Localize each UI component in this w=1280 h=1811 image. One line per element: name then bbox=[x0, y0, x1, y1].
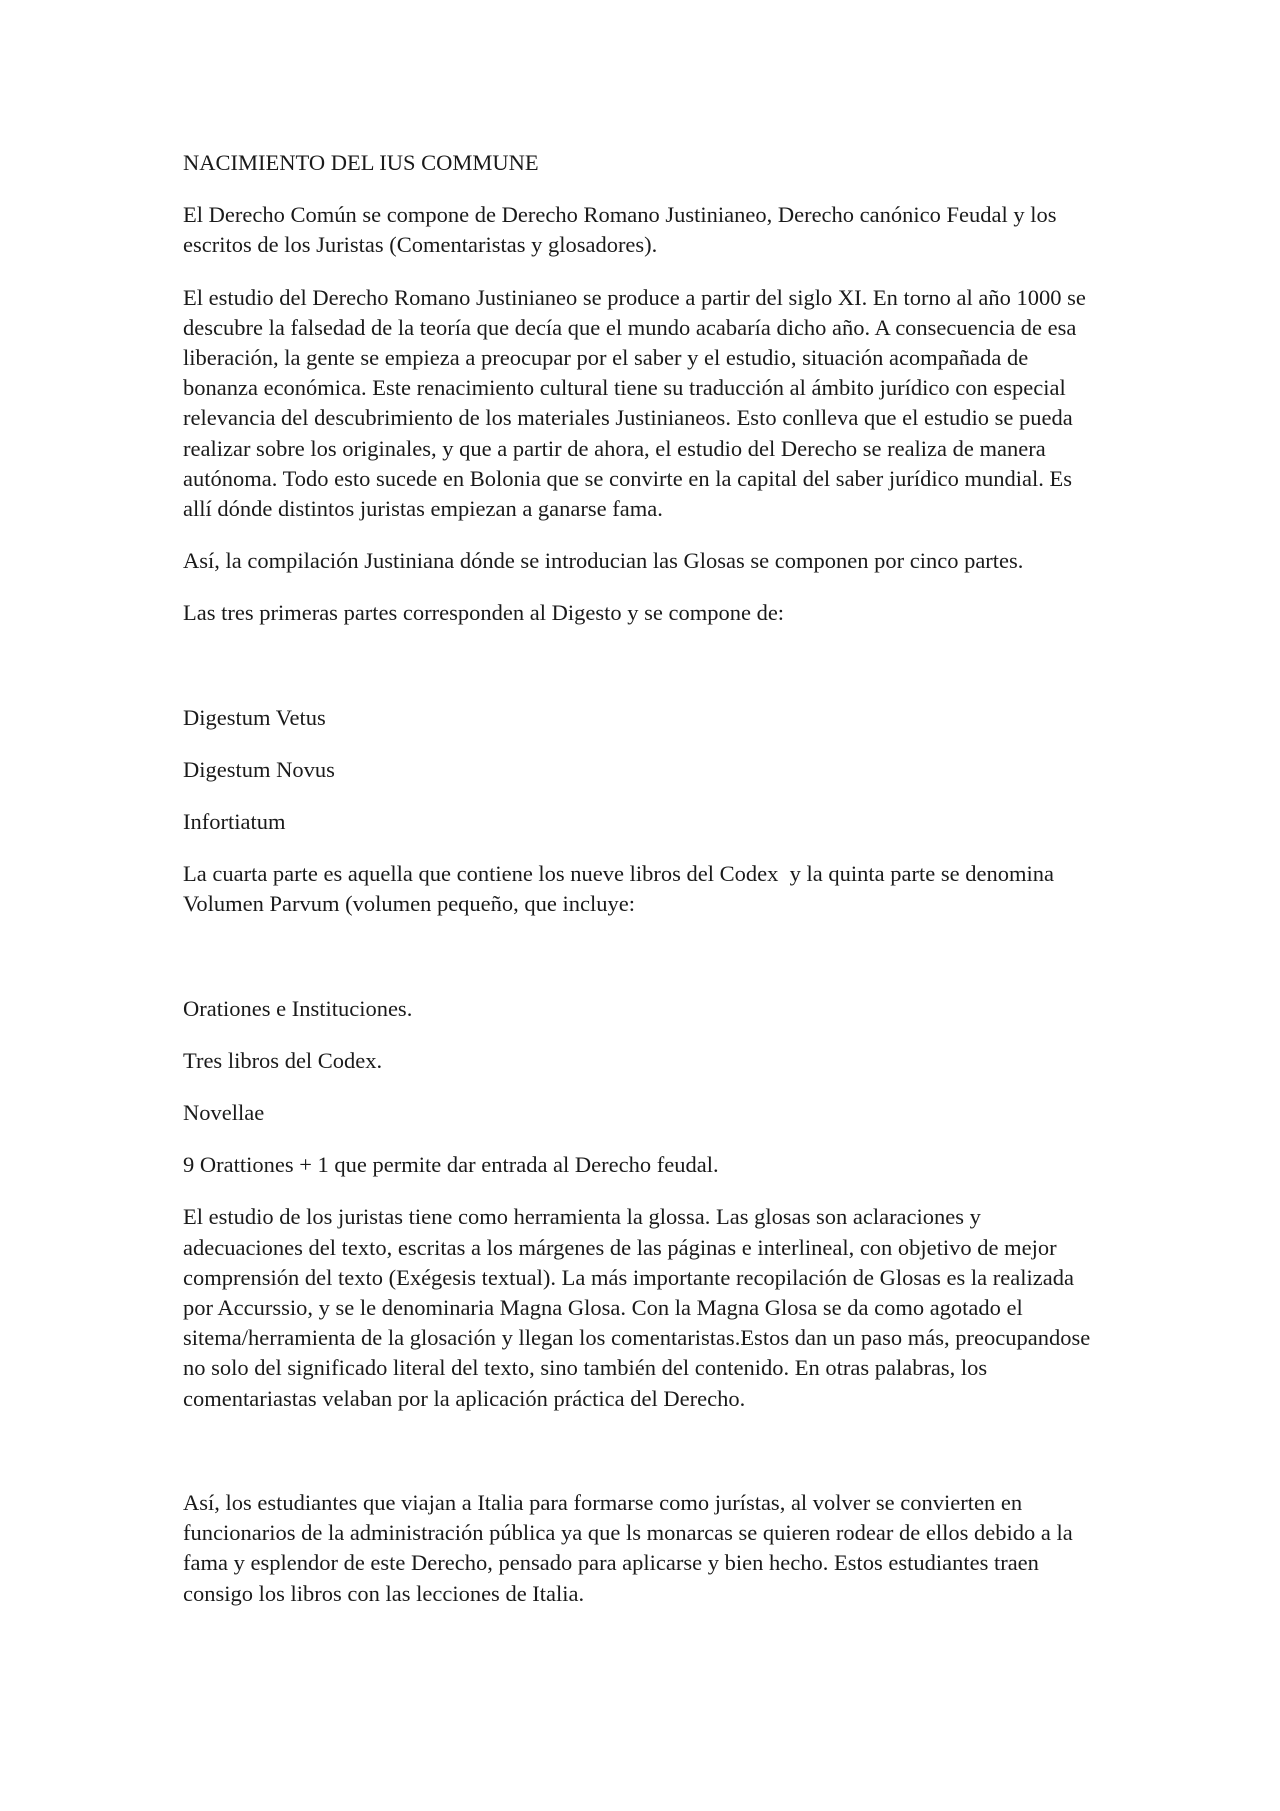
paragraph-orattiones: 9 Orattiones + 1 que permite dar entrada al Derecho feudal. bbox=[183, 1152, 719, 1178]
paragraph-composition: El Derecho Común se compone de Derecho Romano Justinianeo, Derecho canónico Feudal y los escritos de los Juristas (Comentaristas y glosadores). bbox=[183, 202, 1063, 258]
paragraph-digest-intro: Las tres primeras partes corresponden al Digesto y se compone de: bbox=[183, 600, 785, 626]
paragraph-compilation: Así, la compilación Justiniana dónde se introducian las Glosas se componen por cinco partes. bbox=[183, 548, 1024, 574]
document-title: NACIMIENTO DEL IUS COMMUNE bbox=[183, 150, 539, 175]
paragraph-glossa: El estudio de los juristas tiene como herramienta la glossa. Las glosas son aclaraciones y adecuaciones del texto, escritas a los márgenes de las páginas e interlineal, con objetivo de mejor comprensión del texto (Exégesis textual). La más importante recopilación de Glosas es la realizada por Accurssio, y se le denominaria Magna Glosa. Con la Magna Glosa se da como agotado el sitema/herramienta de la glosación y llegan los comentaristas.Estos dan un paso más, preocupandose no solo del significado literal del texto, sino también del contenido. En otras palabras, los comentariastas velaban por la aplicación práctica del Derecho. bbox=[183, 1204, 1096, 1411]
paragraph-study-origin: El estudio del Derecho Romano Justinianeo se produce a partir del siglo XI. En torno al año 1000 se descubre la falsedad de la teoría que decía que el mundo acabaría dicho año. A consecuencia de esa liberación, la gente se empieza a preocupar por el saber y el estudio, situación acompañada de bonanza económica. Este renacimiento cultural tiene su traducción al ámbito jurídico con especial relevancia del descubrimiento de los materiales Justinianeos. Esto conlleva que el estudio se pueda realizar sobre los originales, y que a partir de ahora, el estudio del Derecho se realiza de manera autónoma. Todo esto sucede en Bolonia que se convirte en la capital del saber jurídico mundial. Es allí dónde distintos juristas empiezan a ganarse fama. bbox=[183, 284, 1092, 522]
paragraph-students: Así, los estudiantes que viajan a Italia para formarse como jurístas, al volver se convierten en funcionarios de la administración pública ya que ls monarcas se quieren rodear de ellos debido a la fama y esplendor de este Derecho, pensado para aplicarse y bien hecho. Estos estudiantes traen consigo los libros con las lecciones de Italia. bbox=[183, 1489, 1079, 1606]
list-item-tres-libros: Tres libros del Codex. bbox=[183, 1047, 383, 1073]
document-body bbox=[183, 148, 1103, 1631]
paragraph-codex-parvum: La cuarta parte es aquella que contiene los nueve libros del Codex y la quinta parte se denomina Volumen Parvum (volumen pequeño, que incluye: bbox=[183, 861, 1060, 917]
list-item-infortiatum: Infortiatum bbox=[183, 809, 286, 835]
list-item-novellae: Novellae bbox=[183, 1100, 265, 1126]
spacer bbox=[183, 942, 1103, 994]
list-item-digestum-novus: Digestum Novus bbox=[183, 756, 335, 782]
list-item-orationes: Orationes e Instituciones. bbox=[183, 995, 413, 1021]
list-item-digestum-vetus: Digestum Vetus bbox=[183, 704, 326, 730]
spacer bbox=[183, 1436, 1103, 1488]
spacer bbox=[183, 651, 1103, 703]
